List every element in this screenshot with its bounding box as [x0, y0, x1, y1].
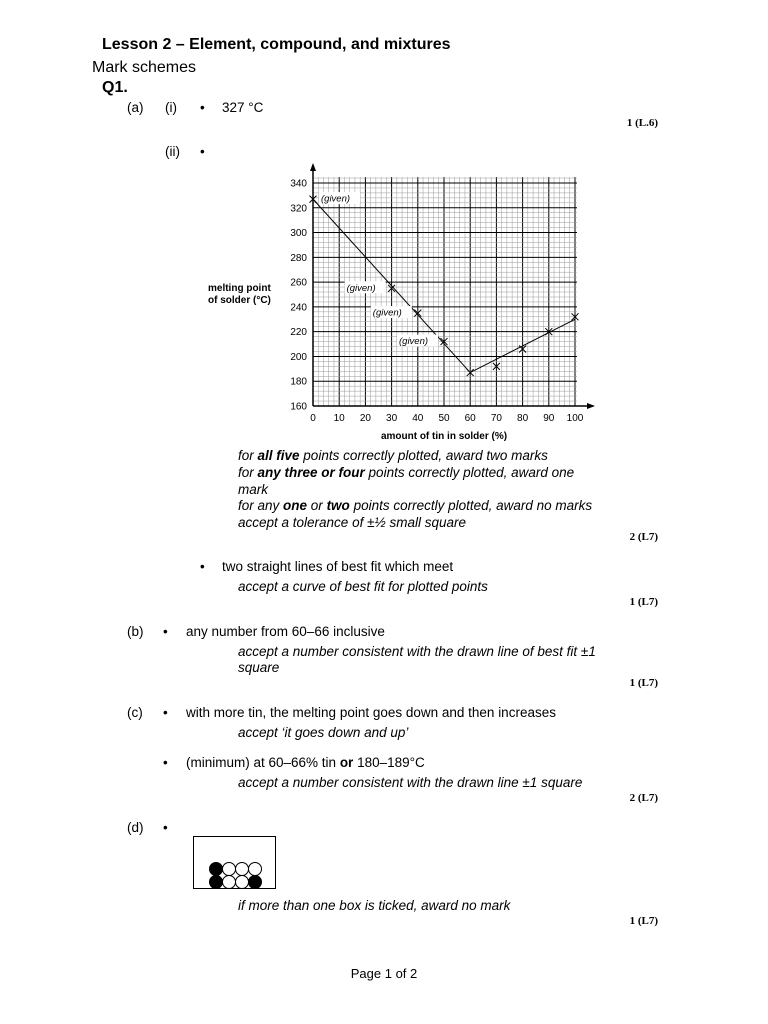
mark-d: 1 (L7) [629, 915, 658, 927]
y-axis-label: of solder (°C) [208, 294, 271, 306]
mark-best-fit: 1 (L7) [629, 596, 658, 608]
page-number: Page 1 of 2 [350, 966, 418, 981]
x-tick-label: 100 [566, 413, 584, 424]
particle-diagram-box [193, 836, 276, 889]
part-a-i-label: (i) [165, 100, 177, 115]
given-label: (given) [346, 282, 376, 294]
x-tick-label: 40 [412, 413, 424, 424]
y-tick-label: 200 [290, 351, 307, 363]
x-tick-label: 0 [310, 413, 316, 424]
chart-svg [200, 158, 600, 446]
particle [236, 863, 249, 876]
bullet: • [163, 705, 168, 720]
best-fit-text: two straight lines of best fit which meet [222, 559, 454, 574]
x-tick-label: 80 [517, 413, 529, 424]
particle [210, 863, 223, 876]
part-b-note-1: accept a number consistent with the drawn line of best fit ±1 [238, 644, 596, 659]
y-tick-label: 280 [290, 252, 307, 264]
particle [223, 876, 236, 889]
mark-a-ii: 2 (L7) [629, 531, 658, 543]
given-label: (given) [321, 193, 351, 205]
part-c-answer-1: with more tin, the melting point goes down and then increases [186, 705, 556, 720]
x-tick-label: 60 [464, 413, 476, 424]
given-label: (given) [372, 307, 402, 319]
part-c-answer-2: (minimum) at 60–66% tin or 180–189°C [186, 755, 425, 770]
particle [236, 876, 249, 889]
criterion-tolerance: accept a tolerance of ±½ small square [238, 515, 467, 530]
particle [223, 863, 236, 876]
criterion-one-two: for any one or two points correctly plotted, award no marks [238, 498, 593, 513]
best-fit-note: accept a curve of best fit for plotted points [238, 579, 488, 594]
x-tick-label: 50 [438, 413, 450, 424]
bullet: • [200, 100, 205, 115]
x-axis-arrow [587, 403, 595, 409]
y-tick-label: 260 [290, 277, 307, 289]
criterion-mark: mark [238, 482, 268, 497]
part-a-ii-label: (ii) [165, 144, 180, 159]
part-a-label: (a) [127, 100, 144, 115]
answer-a-i: 327 °C [222, 100, 264, 115]
particle [210, 876, 223, 889]
x-tick-label: 70 [490, 413, 502, 424]
part-b-label: (b) [127, 624, 144, 639]
x-tick-label: 30 [386, 413, 398, 424]
y-tick-label: 320 [290, 203, 307, 215]
part-c-note-1: accept ‘it goes down and up’ [238, 725, 409, 740]
x-tick-label: 20 [359, 413, 371, 424]
melting-point-chart [200, 158, 600, 446]
part-c-label: (c) [127, 705, 143, 720]
mark-c: 2 (L7) [629, 792, 658, 804]
part-c-note-2: accept a number consistent with the drawn line ±1 square [238, 775, 583, 790]
x-tick-label: 10 [333, 413, 345, 424]
bullet: • [163, 624, 168, 639]
bullet: • [200, 559, 205, 574]
y-tick-label: 340 [290, 178, 307, 190]
part-b-answer: any number from 60–66 inclusive [186, 624, 385, 639]
particle-diagram [194, 837, 275, 888]
criterion-all-five: for all five points correctly plotted, award two marks [238, 448, 548, 463]
part-d-label: (d) [127, 820, 144, 835]
y-tick-label: 240 [290, 302, 307, 314]
x-axis-label: amount of tin in solder (%) [380, 431, 508, 442]
particle [249, 876, 262, 889]
particle [249, 863, 262, 876]
y-axis-arrow [310, 163, 316, 171]
y-tick-label: 220 [290, 327, 307, 339]
x-tick-label: 90 [543, 413, 555, 424]
lesson-title: Lesson 2 – Element, compound, and mixtures [102, 36, 451, 53]
given-label: (given) [399, 336, 429, 348]
question-number: Q1. [102, 79, 128, 96]
bullet: • [163, 820, 168, 835]
y-axis-label: melting point [208, 282, 271, 294]
part-b-note-2: square [238, 660, 280, 675]
y-tick-label: 180 [290, 376, 307, 388]
part-d-note: if more than one box is ticked, award no mark [238, 898, 511, 913]
mark-b: 1 (L7) [629, 677, 658, 689]
bullet: • [200, 144, 205, 159]
mark-schemes-heading: Mark schemes [92, 59, 197, 76]
y-tick-label: 160 [290, 401, 307, 413]
y-tick-label: 300 [290, 228, 307, 240]
criterion-three-four: for any three or four points correctly plotted, award one [238, 465, 575, 480]
mark-a-i: 1 (L.6) [626, 117, 658, 129]
bullet: • [163, 755, 168, 770]
